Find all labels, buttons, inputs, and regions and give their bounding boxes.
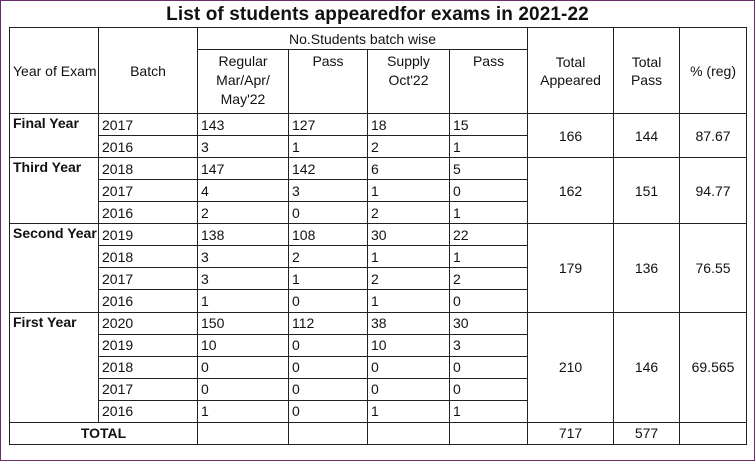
supply-cell: 38 [368, 312, 450, 334]
grand-total-appeared: 717 [528, 422, 614, 444]
total-empty-cell [289, 422, 368, 444]
pass-supply-cell: 30 [450, 312, 528, 334]
supply-cell: 18 [368, 114, 450, 136]
supply-cell: 1 [368, 180, 450, 202]
year-of-exam-cell: Final Year [10, 114, 99, 158]
total-empty-cell [368, 422, 450, 444]
percent-cell: 94.77 [680, 158, 747, 224]
header-total-pass: Total Pass [614, 28, 680, 114]
total-appeared-cell: 162 [528, 158, 614, 224]
pass-supply-cell: 5 [450, 158, 528, 180]
batch-cell: 2016 [99, 136, 198, 158]
batch-cell: 2020 [99, 312, 198, 334]
batch-cell: 2016 [99, 400, 198, 422]
pass-supply-cell: 0 [450, 356, 528, 378]
pass-regular-cell: 1 [289, 136, 368, 158]
table-row [10, 114, 747, 136]
pass-regular-cell: 0 [289, 202, 368, 224]
batch-cell: 2019 [99, 334, 198, 356]
batch-cell: 2017 [99, 180, 198, 202]
pass-supply-cell: 15 [450, 114, 528, 136]
regular-cell: 0 [198, 378, 289, 400]
page-title: List of students appearedfor exams in 2021-22 [166, 4, 589, 25]
batch-cell: 2017 [99, 268, 198, 290]
pass-supply-cell: 1 [450, 202, 528, 224]
supply-cell: 2 [368, 136, 450, 158]
batch-cell: 2018 [99, 158, 198, 180]
regular-cell: 3 [198, 136, 289, 158]
regular-cell: 147 [198, 158, 289, 180]
header-regular: Regular Mar/Apr/ May'22 [198, 50, 289, 114]
pass-supply-cell: 0 [450, 180, 528, 202]
total-appeared-cell: 179 [528, 224, 614, 312]
total-empty-cell [198, 422, 289, 444]
total-appeared-cell: 210 [528, 312, 614, 422]
percent-cell: 87.67 [680, 114, 747, 158]
total-appeared-cell: 166 [528, 114, 614, 158]
header-group: No.Students batch wise [198, 28, 528, 50]
regular-cell: 1 [198, 400, 289, 422]
regular-cell: 138 [198, 224, 289, 246]
supply-cell: 2 [368, 202, 450, 224]
pass-regular-cell: 2 [289, 246, 368, 268]
regular-cell: 4 [198, 180, 289, 202]
regular-cell: 1 [198, 290, 289, 312]
total-empty-cell [450, 422, 528, 444]
percent-cell: 76.55 [680, 224, 747, 312]
pass-regular-cell: 0 [289, 334, 368, 356]
supply-cell: 1 [368, 246, 450, 268]
year-of-exam-cell: Second Year [10, 224, 99, 312]
supply-cell: 1 [368, 400, 450, 422]
regular-cell: 0 [198, 356, 289, 378]
table-row [10, 224, 747, 246]
batch-cell: 2017 [99, 114, 198, 136]
regular-cell: 2 [198, 202, 289, 224]
batch-cell: 2018 [99, 356, 198, 378]
batch-cell: 2016 [99, 290, 198, 312]
pass-supply-cell: 0 [450, 378, 528, 400]
header-row-1 [10, 28, 747, 50]
total-empty-cell [680, 422, 747, 444]
pass-regular-cell: 0 [289, 378, 368, 400]
total-row [10, 422, 747, 444]
pass-regular-cell: 142 [289, 158, 368, 180]
grand-total-pass: 577 [614, 422, 680, 444]
pass-regular-cell: 3 [289, 180, 368, 202]
header-pass-regular: Pass [289, 50, 368, 114]
supply-cell: 6 [368, 158, 450, 180]
pass-regular-cell: 0 [289, 290, 368, 312]
total-label: TOTAL [10, 422, 198, 444]
pass-regular-cell: 108 [289, 224, 368, 246]
results-table-body [10, 28, 747, 445]
total-pass-cell: 144 [614, 114, 680, 158]
regular-cell: 10 [198, 334, 289, 356]
supply-cell: 10 [368, 334, 450, 356]
pass-supply-cell: 0 [450, 290, 528, 312]
regular-cell: 3 [198, 246, 289, 268]
pass-supply-cell: 1 [450, 246, 528, 268]
regular-cell: 3 [198, 268, 289, 290]
pass-regular-cell: 0 [289, 356, 368, 378]
regular-cell: 143 [198, 114, 289, 136]
total-pass-cell: 136 [614, 224, 680, 312]
table-row [10, 158, 747, 180]
pass-regular-cell: 0 [289, 400, 368, 422]
batch-cell: 2017 [99, 378, 198, 400]
pass-supply-cell: 1 [450, 400, 528, 422]
total-pass-cell: 146 [614, 312, 680, 422]
header-batch: Batch [99, 28, 198, 114]
pass-regular-cell: 127 [289, 114, 368, 136]
batch-cell: 2016 [99, 202, 198, 224]
header-pass-supply: Pass [450, 50, 528, 114]
regular-cell: 150 [198, 312, 289, 334]
supply-cell: 0 [368, 356, 450, 378]
pass-regular-cell: 1 [289, 268, 368, 290]
pass-supply-cell: 22 [450, 224, 528, 246]
percent-cell: 69.565 [680, 312, 747, 422]
header-year-of-exam: Year of Exam [10, 28, 99, 114]
supply-cell: 0 [368, 378, 450, 400]
table-row [10, 312, 747, 334]
total-pass-cell: 151 [614, 158, 680, 224]
supply-cell: 30 [368, 224, 450, 246]
results-table [9, 27, 747, 445]
pass-supply-cell: 3 [450, 334, 528, 356]
supply-cell: 1 [368, 290, 450, 312]
supply-cell: 2 [368, 268, 450, 290]
year-of-exam-cell: Third Year [10, 158, 99, 224]
batch-cell: 2018 [99, 246, 198, 268]
header-percent: % (reg) [680, 28, 747, 114]
header-total-appeared: Total Appeared [528, 28, 614, 114]
pass-supply-cell: 2 [450, 268, 528, 290]
pass-regular-cell: 112 [289, 312, 368, 334]
pass-supply-cell: 1 [450, 136, 528, 158]
year-of-exam-cell: First Year [10, 312, 99, 422]
batch-cell: 2019 [99, 224, 198, 246]
header-supply: Supply Oct'22 [368, 50, 450, 114]
